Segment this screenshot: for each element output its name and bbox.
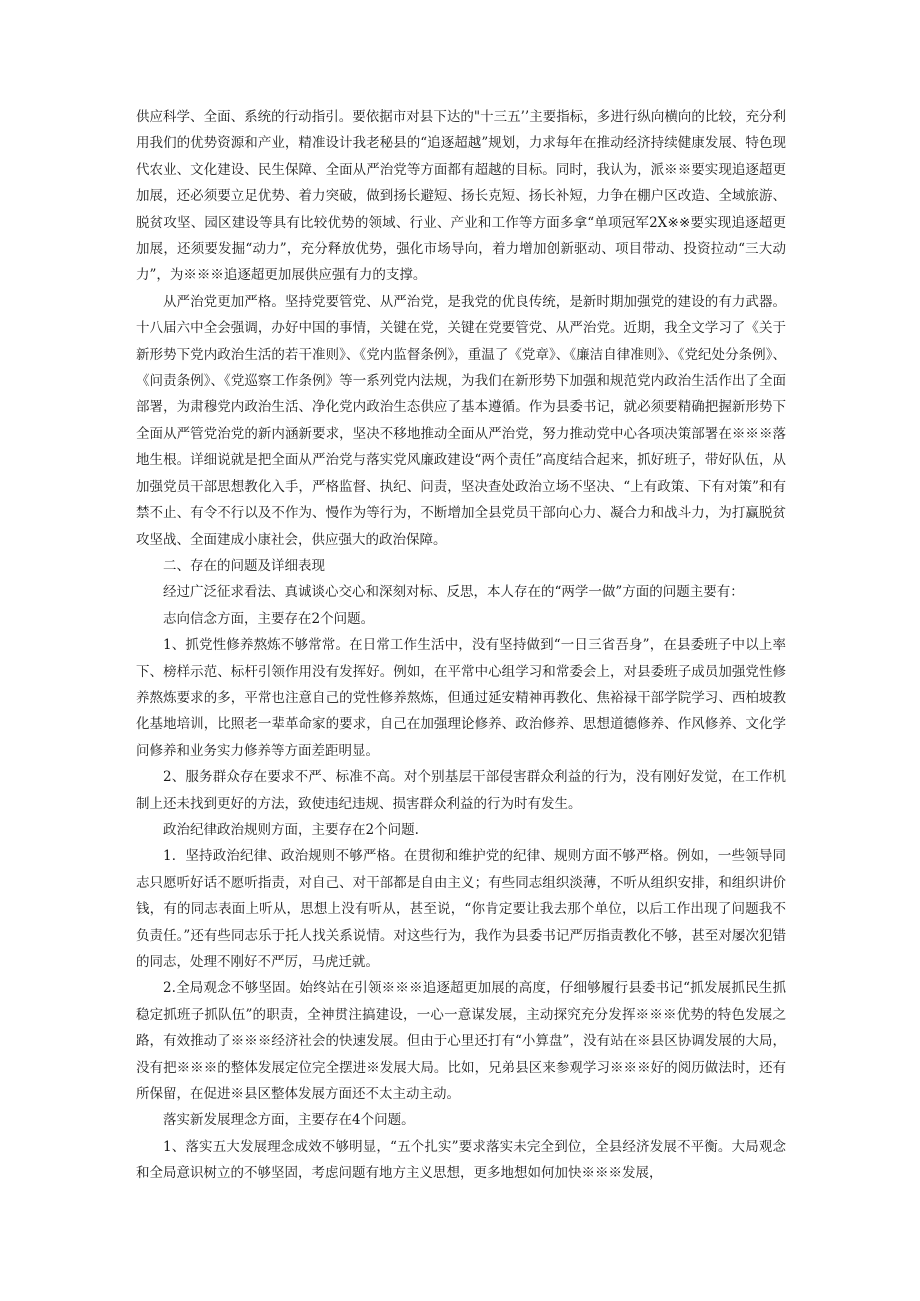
paragraph-2: 从严治党更加严格。坚持党要管党、从严治党，是我党的优良传统，是新时期加强党的建设的有力武器。十八届六中全会强调，办好中国的事情，关键在党，关键在党要管党、从严治党。近期，我全文学习了《关于新形势下党内政治生活的若干准则》、《党内监督条例》，重温了《党章》、《廉洁自律准则》、《党纪处分条例》、《问责条例》、《党巡察工作条例》等一系列党内法规，为我们在新形势下加强和规范党内政治生活作出了全面部署，为肃穆党内政治生活、净化党内政治生态供应了基本遵循。作为县委书记，就必须要精确把握新形势下全面从严管党治党的新内涵新要求，坚决不移地推动全面从严治党，努力推动党中心各项决策部署在※※※落地生根。详细说就是把全面从严治党与落实党风廉政建设“两个责任”高度结合起来，抓好班子，带好队伍，从加强党员干部思想教化入手，严格监督、执纪、问责，坚决查处政治立场不坚决、“上有政策、下有对策”和有禁不止、有令不行以及不作为、慢作为等行为，不断增加全县党员干部向心力、凝合力和战斗力，为打赢脱贫攻坚战、全面建成小康社会，供应强大的政治保障。 [136,293,786,548]
paragraph-6: 2、服务群众存在要求不严、标准不高。对个别基层干部侵害群众利益的行为，没有刚好发觉，在工作机制上还未找到更好的方法，致使违纪违规、损害群众利益的行为时有发生。 [136,769,786,812]
paragraph-9: 2.全局观念不够坚固。始终站在引领※※※追逐超更加展的高度，仔细够履行县委书记“抓发展抓民生抓稳定抓班子抓队伍”的职责，全神贯注搞建设，一心一意谋发展，主动探究充分发挥※※※优势的特色发展之路，有效推动了※※※经济社会的快速发展。但由于心里还打有“小算盘”，没有站在※县区协调发展的大局，没有把※※※的整体发展定位完全摆进※发展大局。比如，兄弟县区来参观学习※※※好的阅历做法时，还有所保留，在促进※县区整体发展方面还不太主动主动。 [136,980,786,1103]
document-body [136,104,786,1187]
section-heading: 二、存在的问题及详细表现 [163,557,325,574]
paragraph-1: 供应科学、全面、系统的行动指引。要依据市对县下达的"十三五’’主要指标，多进行纵向横向的比较，充分利用我们的优势资源和产业，精准设计我老秘县的“追逐超越”规划，力求每年在推动经济持续健康发展、特色现代农业、文化建设、民生保障、全面从严治党等方面都有超越的目标。同时，我认为，派※※要实现追逐超更加展，还必须要立足优势、着力突破，做到扬长避短、扬长克短、扬长补短，力争在棚户区改造、全域旅游、脱贫攻坚、园区建设等具有比较优势的领域、行业、产业和工作等方面多拿“单项冠军2X※※要实现追逐超更加展，还须要发掘“动力”，充分释放优势，强化市场导向，着力增加创新驱动、项目带动、投资拉动“三大动力”，为※※※追逐超更加展供应强有力的支撑。 [136,109,786,284]
paragraph-8: 1．坚持政治纪律、政治规则不够严格。在贯彻和维护党的纪律、规则方面不够严格。例如，一些领导同志只愿听好话不愿听指责，对自己、对干部都是自由主义；有些同志组织淡薄，不听从组织安排，和组织讲价钱，有的同志表面上听从，思想上没有听从，甚至说，“你肯定要让我去那个单位，以后工作出现了问题我不负责任。”还有些同志乐于托人找关系说情。对这些行为，我作为县委书记严厉指责教化不够，甚至对屡次犯错的同志，处理不刚好不严厉，马虎迁就。 [136,848,786,970]
paragraph-4: 志向信念方面，主要存在2个问题。 [163,610,375,627]
paragraph-5: 1、抓党性修养熬炼不够常常。在日常工作生活中，没有坚持做到“一日三省吾身”，在县委班子中以上率下、榜样示范、标杆引领作用没有发挥好。例如，在平常中心组学习和常委会上，对县委班子成员加强党性修养熬炼要求的多，平常也注意自己的党性修养熬炼，但通过延安精神再教化、焦裕禄干部学院学习、西柏坡教化基地培训，比照老一辈革命家的要求，自己在加强理论修养、政治修养、思想道德修养、作风修养、文化学问修养和业务实力修养等方面差距明显。 [136,637,786,759]
paragraph-3: 经过广泛征求看法、真诚谈心交心和深刻对标、反思，本人存在的“两学一做”方面的问题主要有： [163,584,744,601]
paragraph-10: 落实新发展理念方面，主要存在4个问题。 [163,1112,415,1129]
paragraph-7: 政治纪律政治规则方面，主要存在2个问题. [163,821,419,838]
paragraph-11: 1、落实五大发展理念成效不够明显，“五个扎实”要求落实未完全到位，全县经济发展不平衡。大局观念和全局意识树立的不够坚固，考虑问题有地方主义思想，更多地想如何加快※※※发展， [136,1138,786,1182]
